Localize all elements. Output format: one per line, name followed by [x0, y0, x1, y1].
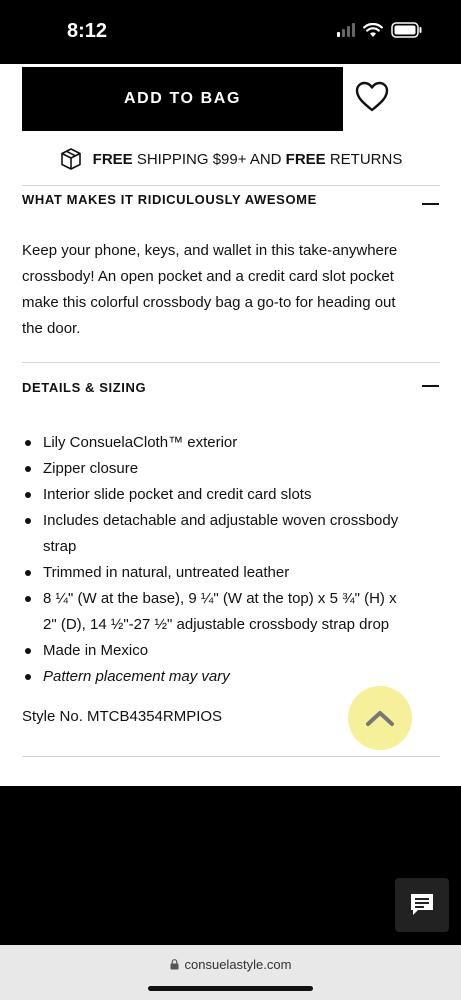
product-description: Keep your phone, keys, and wallet in this take-anywhere crossbody! An open pocket and a credit card slot pocket make this colorful crossbody bag a go-to for heading out the door.	[22, 242, 398, 337]
list-item: 8 ¼" (W at the base), 9 ¼" (W at the top) x 5 ¾" (H) x 2" (D), 14 ½"-27 ½" adjustable crossbody strap drop	[22, 586, 412, 638]
add-to-bag-button[interactable]: ADD TO BAG	[22, 67, 343, 131]
status-icons	[337, 22, 423, 38]
divider	[22, 185, 440, 186]
section-title-details[interactable]: DETAILS & SIZING	[22, 380, 147, 395]
browser-address-bar[interactable]	[0, 945, 461, 1000]
list-item: Interior slide pocket and credit card slots	[22, 482, 412, 508]
shipping-banner	[0, 146, 461, 172]
status-time: 8:12	[67, 20, 108, 42]
heart-icon[interactable]	[354, 79, 390, 115]
box-icon	[59, 147, 83, 171]
list-item: Trimmed in natural, untreated leather	[22, 560, 412, 586]
collapse-icon[interactable]	[422, 203, 439, 205]
battery-icon	[391, 22, 423, 38]
lock-icon	[170, 959, 179, 970]
url-display[interactable]	[0, 957, 461, 972]
section-title-awesome[interactable]: WHAT MAKES IT RIDICULOUSLY AWESOME	[22, 192, 317, 207]
url-text: consuelastyle.com	[184, 957, 292, 972]
style-number: Style No. MTCB4354RMPIOS	[22, 708, 223, 725]
scroll-to-top-button[interactable]	[348, 686, 412, 750]
home-indicator[interactable]	[148, 986, 313, 991]
list-item: Made in Mexico	[22, 638, 412, 664]
shipping-text: FREE SHIPPING $99+ AND FREE RETURNS	[92, 150, 403, 168]
divider	[22, 362, 440, 363]
chevron-up-icon	[365, 709, 395, 727]
status-bar	[0, 0, 461, 64]
chat-button[interactable]	[395, 878, 449, 932]
product-details-page	[0, 64, 461, 786]
list-item: Zipper closure	[22, 456, 412, 482]
divider	[22, 756, 440, 757]
collapse-icon[interactable]	[422, 385, 439, 387]
list-item: Pattern placement may vary	[22, 664, 412, 690]
list-item: Lily ConsuelaCloth™ exterior	[22, 430, 412, 456]
chat-icon	[409, 892, 435, 918]
signal-icon	[337, 23, 355, 37]
wifi-icon	[363, 23, 383, 38]
details-list	[22, 430, 412, 690]
list-item: Includes detachable and adjustable woven crossbody strap	[22, 508, 412, 560]
